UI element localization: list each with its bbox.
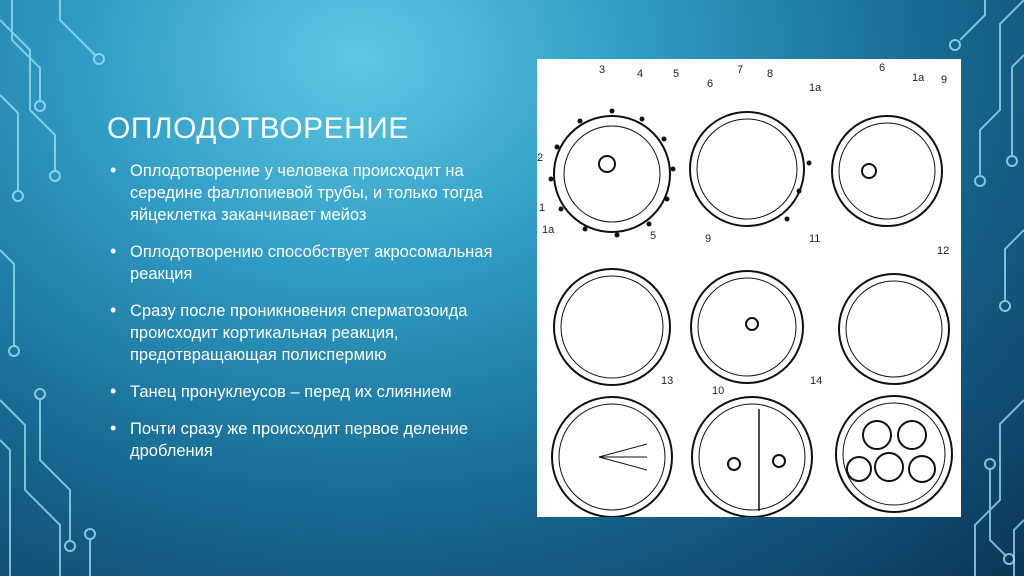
label-11: 11 xyxy=(809,233,821,245)
bullet-icon: • xyxy=(110,160,117,180)
diagram-drawing xyxy=(537,59,961,517)
bullet-item xyxy=(108,418,518,462)
label-12: 12 xyxy=(937,245,950,257)
bullet-text: Оплодотворению способствует акросомальная реакция xyxy=(130,243,493,283)
slide-title: ОПЛОДОТВОРЕНИЕ xyxy=(107,112,409,146)
label-1a-b: 1a xyxy=(912,72,925,84)
bullet-icon: • xyxy=(110,418,117,438)
bullet-item xyxy=(108,381,518,403)
label-5: 5 xyxy=(673,68,680,80)
label-9: 9 xyxy=(941,74,948,86)
fertilization-diagram xyxy=(537,59,961,517)
label-9b: 9 xyxy=(705,233,712,245)
label-7: 7 xyxy=(737,64,744,76)
bullet-icon: • xyxy=(110,241,117,261)
bullet-item xyxy=(108,160,518,226)
label-13: 13 xyxy=(661,375,674,387)
label-1a-c: 1a xyxy=(542,224,555,236)
label-4: 4 xyxy=(637,68,644,80)
bullet-list xyxy=(108,160,518,477)
label-14: 14 xyxy=(810,375,823,387)
label-2: 2 xyxy=(537,152,544,164)
bullet-text: Оплодотворение у человека происходит на середине фаллопиевой трубы, и только тогда яйцеклетка заканчивает мейоз xyxy=(130,162,483,224)
bullet-text: Почти сразу же происходит первое деление дробления xyxy=(130,420,469,460)
bullet-icon: • xyxy=(110,381,117,401)
bullet-text: Сразу после проникновения сперматозоида происходит кортикальная реакция, предотвращающая полиспермию xyxy=(130,302,468,364)
label-6b: 6 xyxy=(879,62,886,74)
label-1a: 1a xyxy=(809,82,822,94)
label-5b: 5 xyxy=(650,230,657,242)
bullet-text: Танец пронуклеусов – перед их слиянием xyxy=(130,383,452,401)
bullet-item xyxy=(108,241,518,285)
label-10: 10 xyxy=(712,385,725,397)
bullet-item xyxy=(108,300,518,366)
label-8: 8 xyxy=(767,68,774,80)
label-6: 6 xyxy=(707,78,714,90)
bullet-icon: • xyxy=(110,300,117,320)
label-1: 1 xyxy=(539,202,546,214)
label-3: 3 xyxy=(599,64,606,76)
